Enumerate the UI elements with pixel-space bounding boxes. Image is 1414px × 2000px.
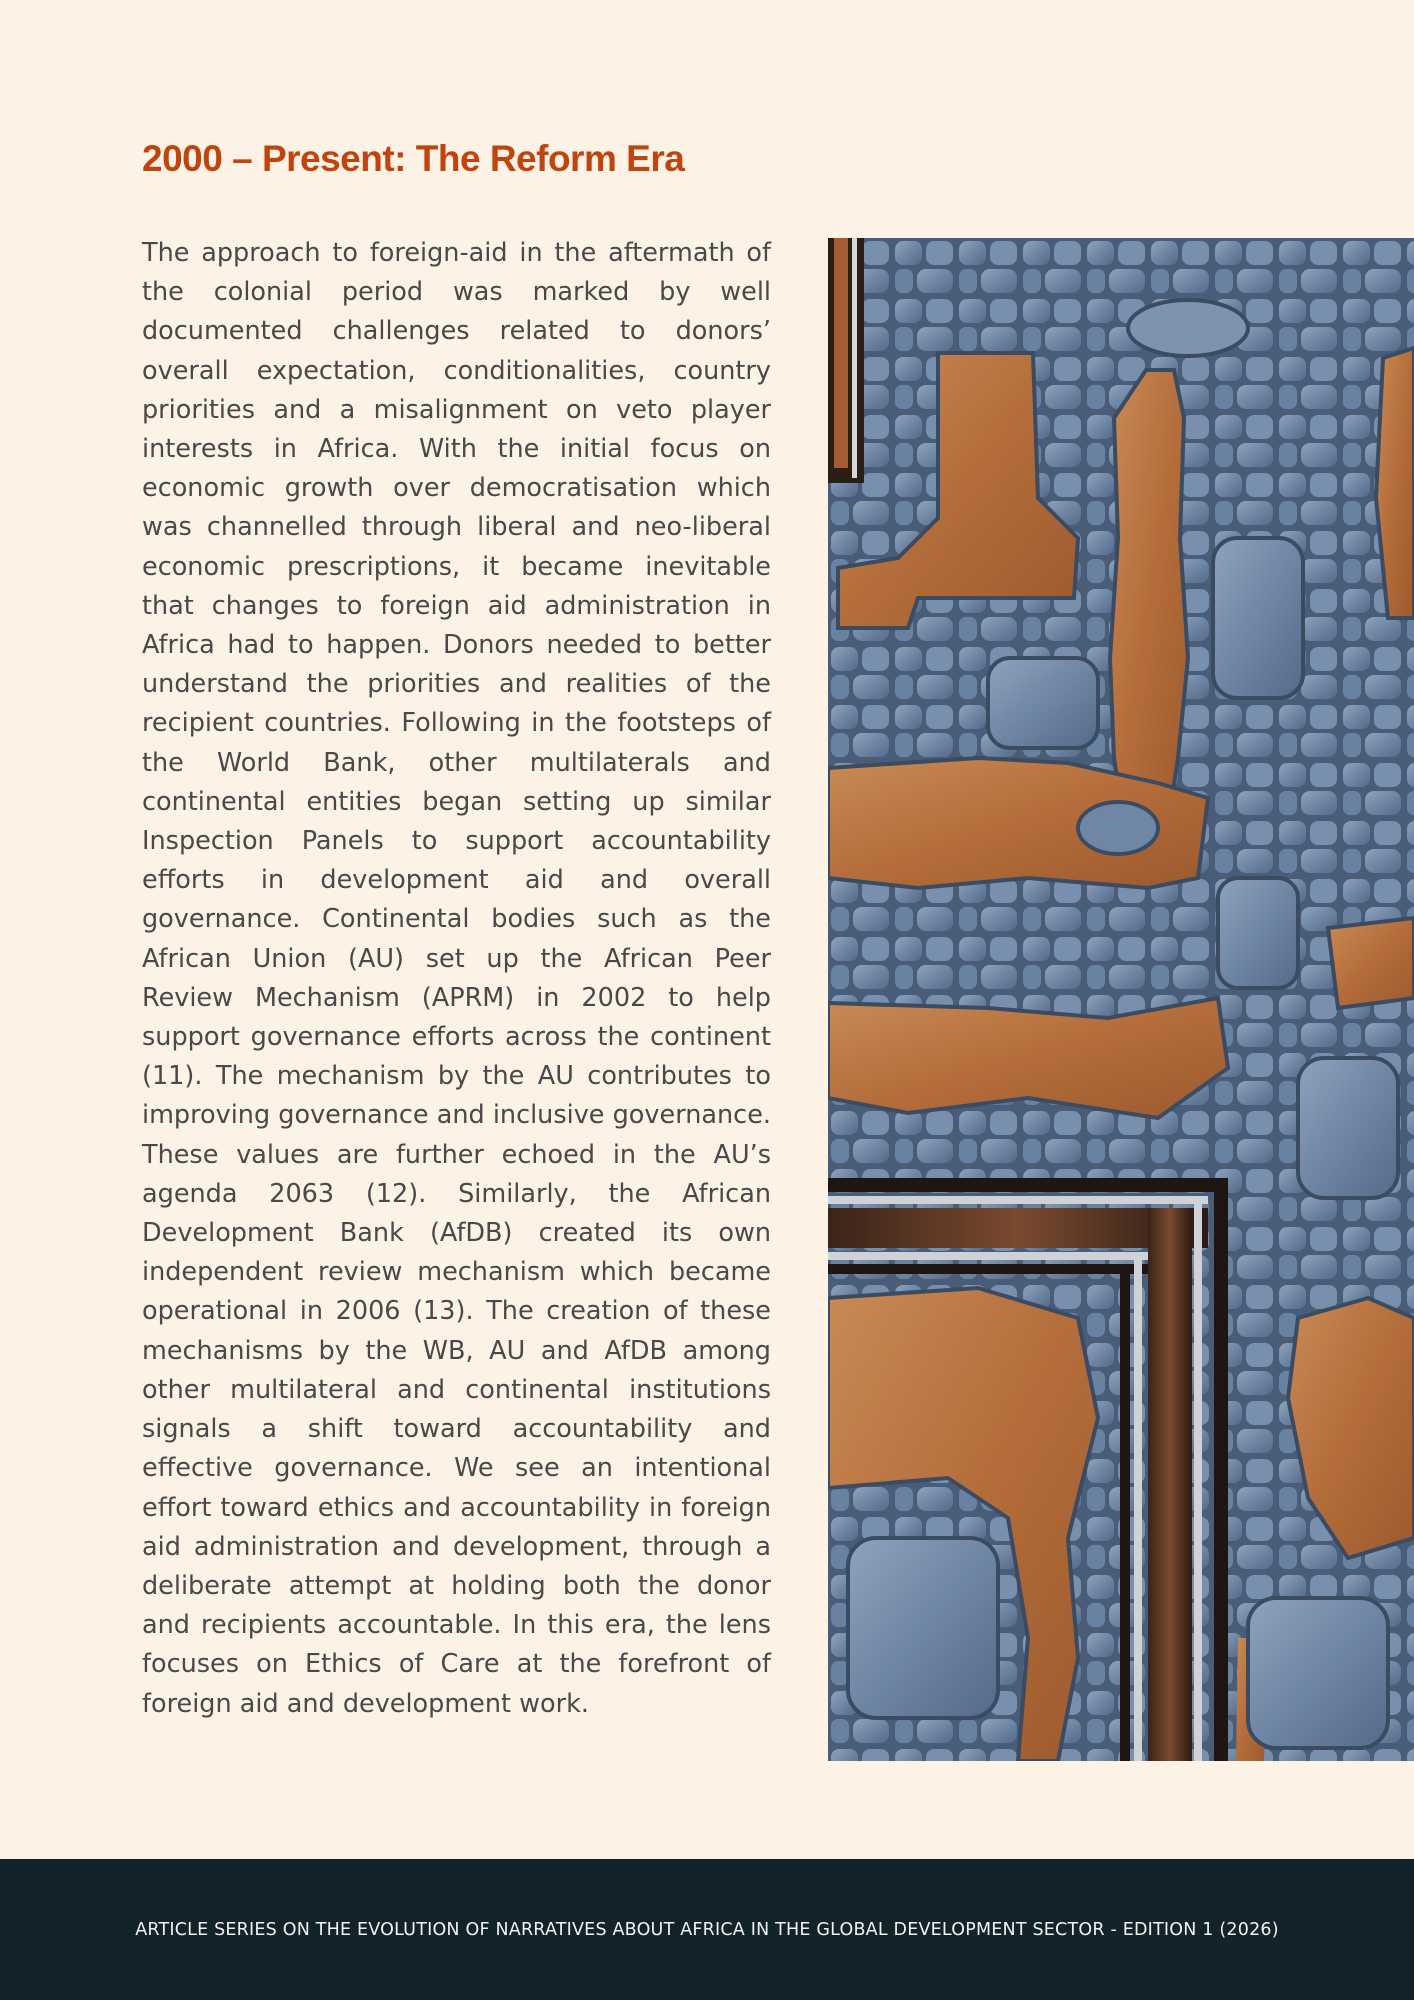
footer-text: ARTICLE SERIES ON THE EVOLUTION OF NARRATIVES ABOUT AFRICA IN THE GLOBAL DEVELOPMENT SECTOR - EDITION 1 (2026) xyxy=(135,1920,1279,1940)
decorative-mosaic-image xyxy=(828,238,1414,1761)
body-paragraph: The approach to foreign-aid in the aftermath of the colonial period was marked by well documented challenges related to donors’ overall expectation, conditionalities, country priorities and a misalignment on veto player interests in Africa. With the initial focus on economic growth over democratisation which was channelled through liberal and neo-liberal economic prescriptions, it became inevitable that changes to foreign aid administration in Africa had to happen. Donors needed to better understand the priorities and realities of the recipient countries. Following in the footsteps of the World Bank, other multilaterals and continental entities began setting up similar Inspection Panels to support accountability efforts in development aid and overall governance. Continental bodies such as the African Union (AU) set up the African Peer Review Mechanism (APRM) in 2002 to help support governance efforts across the continent (11). The mechanism by the AU contributes to improving governance and inclusive governance. These values are further echoed in the AU’s agenda 2063 (12). Similarly, the African Development Bank (AfDB) created its own independent review mechanism which became operational in 2006 (13). The creation of these mechanisms by the WB, AU and AfDB among other multilateral and continental institutions signals a shift toward accountability and effective governance. We see an intentional effort toward ethics and accountability in foreign aid administration and development, through a deliberate attempt at holding both the donor and recipients accountable. In this era, the lens focuses on Ethics of Care at the forefront of foreign aid and development work. xyxy=(142,238,771,1719)
section-heading: 2000 – Present: The Reform Era xyxy=(142,138,685,179)
page-footer xyxy=(0,1859,1414,2000)
